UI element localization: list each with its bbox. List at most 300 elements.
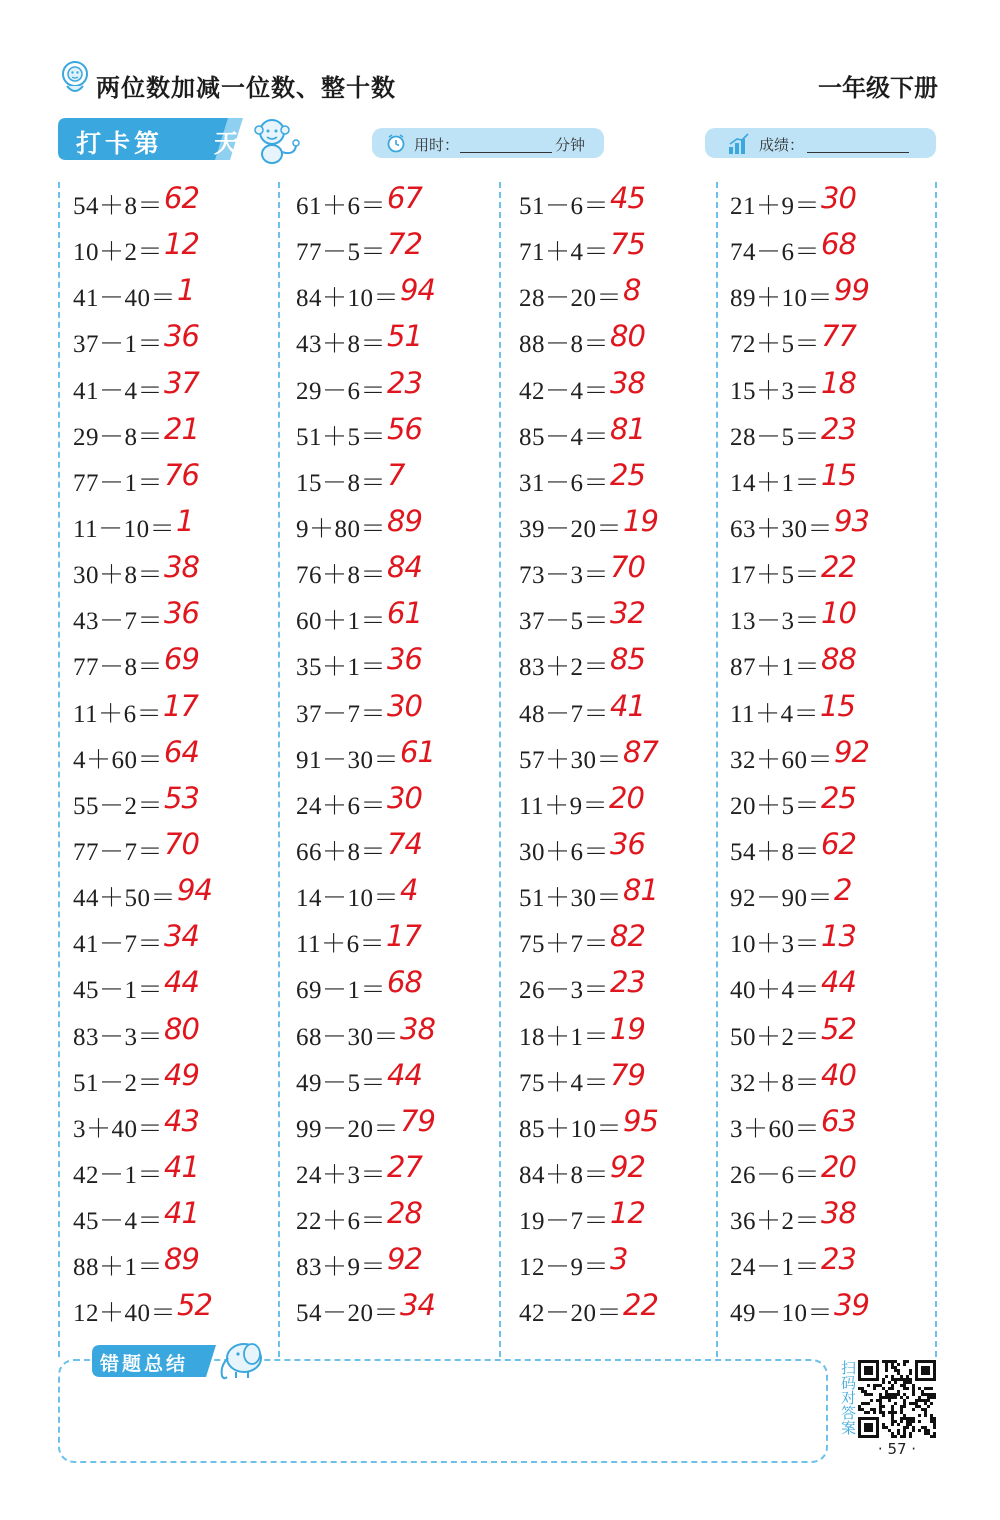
handwritten-answer[interactable]: 2 xyxy=(834,873,852,908)
handwritten-answer[interactable]: 92 xyxy=(834,734,869,769)
score-field xyxy=(705,128,936,158)
problem-question: 72＋5＝ xyxy=(730,331,821,359)
problem-row xyxy=(296,178,508,224)
problem-row xyxy=(519,1009,731,1055)
handwritten-answer[interactable]: 62 xyxy=(821,826,856,861)
problem-row xyxy=(519,916,731,962)
problem-row xyxy=(519,870,731,916)
problem-row xyxy=(519,1193,731,1239)
problem-question: 24＋3＝ xyxy=(296,1161,387,1189)
page-header xyxy=(60,60,938,108)
handwritten-answer[interactable]: 30 xyxy=(821,181,856,215)
handwritten-answer[interactable]: 17 xyxy=(386,919,421,954)
problem-question: 66＋8＝ xyxy=(296,838,387,866)
problem-question: 55－2＝ xyxy=(73,792,164,820)
problem-row xyxy=(296,1147,508,1193)
handwritten-answer[interactable]: 80 xyxy=(610,319,645,354)
handwritten-answer[interactable]: 38 xyxy=(610,365,645,400)
handwritten-answer[interactable]: 37 xyxy=(164,365,199,400)
handwritten-answer[interactable]: 84 xyxy=(387,550,422,585)
grade-label: 一年级下册 xyxy=(818,74,938,102)
handwritten-answer[interactable]: 22 xyxy=(623,1288,658,1323)
problem-row xyxy=(519,1101,731,1147)
problem-row xyxy=(73,732,285,778)
handwritten-answer[interactable]: 61 xyxy=(387,596,422,631)
problem-row xyxy=(73,1193,285,1239)
problem-question: 83＋2＝ xyxy=(519,654,610,682)
handwritten-answer[interactable]: 25 xyxy=(610,457,645,492)
lion-icon xyxy=(60,60,90,96)
problem-question: 44＋50＝ xyxy=(73,885,177,913)
handwritten-answer[interactable]: 82 xyxy=(610,919,645,954)
handwritten-answer[interactable]: 89 xyxy=(164,1242,199,1277)
problem-row xyxy=(73,178,285,224)
problem-question: 11＋6＝ xyxy=(73,700,163,728)
problem-row xyxy=(519,409,731,455)
problem-question: 54－20＝ xyxy=(296,1300,400,1328)
problem-question: 75＋4＝ xyxy=(519,1069,610,1097)
problem-question: 12－9＝ xyxy=(519,1254,610,1282)
problem-row xyxy=(519,224,731,270)
problem-row xyxy=(296,363,508,409)
handwritten-answer[interactable]: 12 xyxy=(610,1196,645,1231)
problem-question: 32＋60＝ xyxy=(730,746,834,774)
handwritten-answer[interactable]: 81 xyxy=(623,873,658,908)
problem-question: 11＋4＝ xyxy=(730,700,820,728)
handwritten-answer[interactable]: 22 xyxy=(821,550,856,585)
handwritten-answer[interactable]: 85 xyxy=(610,642,645,677)
problem-question: 29－6＝ xyxy=(296,377,387,405)
handwritten-answer[interactable]: 38 xyxy=(821,1196,856,1231)
handwritten-answer[interactable]: 13 xyxy=(821,919,856,954)
problem-question: 87＋1＝ xyxy=(730,654,821,682)
handwritten-answer[interactable]: 36 xyxy=(610,826,645,861)
handwritten-answer[interactable]: 41 xyxy=(164,1196,199,1231)
problem-question: 48－7＝ xyxy=(519,700,610,728)
problem-question: 10＋2＝ xyxy=(73,239,164,267)
problem-question: 51＋5＝ xyxy=(296,423,387,451)
problem-question: 50＋2＝ xyxy=(730,1023,821,1051)
handwritten-answer[interactable]: 93 xyxy=(834,503,869,538)
problem-row xyxy=(296,686,508,732)
summary-label: 错题总结 xyxy=(100,1353,189,1375)
handwritten-answer[interactable]: 63 xyxy=(821,1103,856,1138)
problem-question: 91－30＝ xyxy=(296,746,400,774)
handwritten-answer[interactable]: 20 xyxy=(609,780,644,815)
handwritten-answer[interactable]: 20 xyxy=(821,1149,856,1184)
problem-question: 75＋7＝ xyxy=(519,931,610,959)
handwritten-answer[interactable]: 89 xyxy=(387,503,422,538)
problem-row xyxy=(296,1101,508,1147)
problem-row xyxy=(73,778,285,824)
handwritten-answer[interactable]: 72 xyxy=(387,227,422,262)
problem-row xyxy=(730,1239,942,1285)
time-unit: 分钟 xyxy=(555,136,586,154)
problem-question: 41－4＝ xyxy=(73,377,164,405)
handwritten-answer[interactable]: 49 xyxy=(164,1057,199,1092)
problem-row xyxy=(519,501,731,547)
problem-question: 49－10＝ xyxy=(730,1300,834,1328)
handwritten-answer[interactable]: 80 xyxy=(164,1011,199,1046)
problem-question: 84＋10＝ xyxy=(296,285,400,313)
problem-row xyxy=(296,1239,508,1285)
handwritten-answer[interactable]: 76 xyxy=(164,457,199,492)
handwritten-answer[interactable]: 79 xyxy=(610,1057,645,1092)
problem-question: 37－7＝ xyxy=(296,700,387,728)
handwritten-answer[interactable]: 44 xyxy=(164,965,199,1000)
problem-question: 51－2＝ xyxy=(73,1069,164,1097)
handwritten-answer[interactable]: 15 xyxy=(820,688,855,723)
problem-row xyxy=(296,270,508,316)
problem-row xyxy=(73,224,285,270)
problem-row xyxy=(519,1147,731,1193)
problem-row xyxy=(73,409,285,455)
handwritten-answer[interactable]: 36 xyxy=(164,596,199,631)
problem-question: 85＋10＝ xyxy=(519,1115,623,1143)
handwritten-answer[interactable]: 70 xyxy=(610,550,645,585)
handwritten-answer[interactable]: 34 xyxy=(164,919,199,954)
handwritten-answer[interactable]: 77 xyxy=(821,319,856,354)
handwritten-answer[interactable]: 87 xyxy=(623,734,658,769)
problem-question: 76＋8＝ xyxy=(296,562,387,590)
problem-row xyxy=(296,547,508,593)
handwritten-answer[interactable]: 52 xyxy=(177,1288,212,1323)
problem-question: 41－40＝ xyxy=(73,285,177,313)
handwritten-answer[interactable]: 30 xyxy=(387,688,422,723)
problem-question: 60＋1＝ xyxy=(296,608,387,636)
problem-row xyxy=(296,1009,508,1055)
problem-question: 11＋6＝ xyxy=(296,931,386,959)
monkey-icon xyxy=(248,112,304,168)
problem-row xyxy=(519,316,731,362)
problem-question: 42－20＝ xyxy=(519,1300,623,1328)
problem-question: 51－6＝ xyxy=(519,193,610,220)
handwritten-answer[interactable]: 39 xyxy=(834,1288,869,1323)
problem-question: 68－30＝ xyxy=(296,1023,400,1051)
checkin-banner xyxy=(58,118,243,160)
handwritten-answer[interactable]: 79 xyxy=(400,1103,435,1138)
page-title: 两位数加减一位数、整十数 xyxy=(96,74,396,102)
time-label: 用时： xyxy=(414,136,460,154)
problem-question: 61＋6＝ xyxy=(296,193,387,220)
problem-row xyxy=(73,870,285,916)
problem-question: 15－8＝ xyxy=(296,469,387,497)
handwritten-answer[interactable]: 51 xyxy=(387,319,422,354)
problem-row xyxy=(519,639,731,685)
problem-question: 26－6＝ xyxy=(730,1161,821,1189)
problem-question: 99－20＝ xyxy=(296,1115,400,1143)
problem-row xyxy=(519,778,731,824)
problem-question: 42－4＝ xyxy=(519,377,610,405)
problem-question: 30＋6＝ xyxy=(519,838,610,866)
handwritten-answer[interactable]: 43 xyxy=(164,1103,199,1138)
handwritten-answer[interactable]: 4 xyxy=(400,873,418,908)
problem-row xyxy=(296,732,508,778)
problem-row xyxy=(519,593,731,639)
handwritten-answer[interactable]: 94 xyxy=(400,273,435,308)
problem-question: 77－8＝ xyxy=(73,654,164,682)
problem-column-2 xyxy=(296,178,508,1332)
problem-row xyxy=(296,1285,508,1331)
handwritten-answer[interactable]: 36 xyxy=(164,319,199,354)
problem-row xyxy=(730,1147,942,1193)
handwritten-answer[interactable]: 30 xyxy=(387,780,422,815)
handwritten-answer[interactable]: 61 xyxy=(400,734,435,769)
problem-row xyxy=(73,316,285,362)
problem-row xyxy=(296,870,508,916)
qr-code-icon[interactable] xyxy=(858,1360,936,1438)
problem-question: 88－8＝ xyxy=(519,331,610,359)
problem-question: 43－7＝ xyxy=(73,608,164,636)
problem-row xyxy=(519,547,731,593)
problem-question: 31－6＝ xyxy=(519,469,610,497)
handwritten-answer[interactable]: 92 xyxy=(387,1242,422,1277)
problem-question: 37－5＝ xyxy=(519,608,610,636)
problem-row xyxy=(730,962,942,1008)
problem-question: 69－1＝ xyxy=(296,977,387,1005)
problem-question: 39－20＝ xyxy=(519,515,623,543)
problem-row xyxy=(73,1009,285,1055)
problem-question: 13－3＝ xyxy=(730,608,821,636)
handwritten-answer[interactable]: 28 xyxy=(387,1196,422,1231)
handwritten-answer[interactable]: 94 xyxy=(177,873,212,908)
problem-question: 11－10＝ xyxy=(73,515,176,543)
problem-row xyxy=(730,178,942,224)
problem-row xyxy=(73,639,285,685)
problem-row xyxy=(730,316,942,362)
problem-question: 14＋1＝ xyxy=(730,469,821,497)
problem-row xyxy=(73,1239,285,1285)
problem-row xyxy=(730,1055,942,1101)
problem-row xyxy=(519,686,731,732)
handwritten-answer[interactable]: 81 xyxy=(610,411,645,446)
problem-row xyxy=(519,1285,731,1331)
handwritten-answer[interactable]: 23 xyxy=(387,365,422,400)
handwritten-answer[interactable]: 45 xyxy=(610,181,645,215)
problem-column-1 xyxy=(73,178,285,1332)
handwritten-answer[interactable]: 99 xyxy=(834,273,869,308)
handwritten-answer[interactable]: 53 xyxy=(164,780,199,815)
problem-row xyxy=(519,732,731,778)
problem-question: 83＋9＝ xyxy=(296,1254,387,1282)
clock-icon xyxy=(386,133,406,153)
handwritten-answer[interactable]: 19 xyxy=(623,503,658,538)
problem-row xyxy=(73,916,285,962)
time-blank[interactable] xyxy=(460,152,552,153)
problem-row xyxy=(730,224,942,270)
problem-row xyxy=(73,547,285,593)
problem-row xyxy=(730,916,942,962)
problem-row xyxy=(519,363,731,409)
handwritten-answer[interactable]: 19 xyxy=(610,1011,645,1046)
problem-question: 24－1＝ xyxy=(730,1254,821,1282)
handwritten-answer[interactable]: 38 xyxy=(400,1011,435,1046)
problem-question: 92－90＝ xyxy=(730,885,834,913)
handwritten-answer[interactable]: 67 xyxy=(387,181,422,215)
problem-row xyxy=(730,547,942,593)
problem-question: 21＋9＝ xyxy=(730,193,821,220)
problem-question: 3＋40＝ xyxy=(73,1115,164,1143)
problem-row xyxy=(730,409,942,455)
handwritten-answer[interactable]: 95 xyxy=(623,1103,658,1138)
problem-row xyxy=(296,224,508,270)
problem-row xyxy=(519,178,731,224)
handwritten-answer[interactable]: 23 xyxy=(821,1242,856,1277)
problem-row xyxy=(73,1147,285,1193)
problem-row xyxy=(296,916,508,962)
problem-question: 42－1＝ xyxy=(73,1161,164,1189)
problem-row xyxy=(730,778,942,824)
handwritten-answer[interactable]: 92 xyxy=(610,1149,645,1184)
handwritten-answer[interactable]: 52 xyxy=(821,1011,856,1046)
problem-row xyxy=(730,501,942,547)
problem-row xyxy=(296,962,508,1008)
problem-question: 14－10＝ xyxy=(296,885,400,913)
problem-row xyxy=(73,501,285,547)
problem-question: 45－1＝ xyxy=(73,977,164,1005)
problem-row xyxy=(730,1285,942,1331)
handwritten-answer[interactable]: 75 xyxy=(610,227,645,262)
handwritten-answer[interactable]: 12 xyxy=(164,227,199,262)
scan-qr-label: 扫码对答案 xyxy=(839,1360,857,1435)
problem-question: 24＋6＝ xyxy=(296,792,387,820)
problem-row xyxy=(730,455,942,501)
problem-row xyxy=(296,593,508,639)
problem-row xyxy=(519,1239,731,1285)
problem-question: 85－4＝ xyxy=(519,423,610,451)
problem-row xyxy=(73,1055,285,1101)
problem-question: 35＋1＝ xyxy=(296,654,387,682)
problem-question: 32＋8＝ xyxy=(730,1069,821,1097)
problem-row xyxy=(519,824,731,870)
problem-question: 41－7＝ xyxy=(73,931,164,959)
problem-row xyxy=(296,824,508,870)
problem-question: 3＋60＝ xyxy=(730,1115,821,1143)
problem-row xyxy=(519,1055,731,1101)
problem-question: 43＋8＝ xyxy=(296,331,387,359)
problem-question: 4＋60＝ xyxy=(73,746,164,774)
problem-row xyxy=(73,593,285,639)
problem-question: 30＋8＝ xyxy=(73,562,164,590)
problem-row xyxy=(730,1193,942,1239)
problem-question: 18＋1＝ xyxy=(519,1023,610,1051)
problem-question: 73－3＝ xyxy=(519,562,610,590)
handwritten-answer[interactable]: 56 xyxy=(387,411,422,446)
handwritten-answer[interactable]: 18 xyxy=(821,365,856,400)
problem-row xyxy=(730,732,942,778)
handwritten-answer[interactable]: 21 xyxy=(164,411,199,446)
problem-row xyxy=(519,270,731,316)
problem-row xyxy=(730,824,942,870)
problem-question: 12＋40＝ xyxy=(73,1300,177,1328)
handwritten-answer[interactable]: 3 xyxy=(610,1242,628,1277)
problem-row xyxy=(73,270,285,316)
problem-row xyxy=(730,1009,942,1055)
problem-row xyxy=(730,593,942,639)
handwritten-answer[interactable]: 34 xyxy=(400,1288,435,1323)
problem-question: 51＋30＝ xyxy=(519,885,623,913)
problem-question: 88＋1＝ xyxy=(73,1254,164,1282)
handwritten-answer[interactable]: 38 xyxy=(164,550,199,585)
score-blank[interactable] xyxy=(807,152,909,153)
handwritten-answer[interactable]: 68 xyxy=(821,227,856,262)
handwritten-answer[interactable]: 1 xyxy=(176,503,194,538)
problem-question: 15＋3＝ xyxy=(730,377,821,405)
problem-question: 26－3＝ xyxy=(519,977,610,1005)
problem-question: 77－1＝ xyxy=(73,469,164,497)
handwritten-answer[interactable]: 10 xyxy=(821,596,856,631)
handwritten-answer[interactable]: 32 xyxy=(610,596,645,631)
handwritten-answer[interactable]: 23 xyxy=(610,965,645,1000)
problem-row xyxy=(296,1055,508,1101)
problem-row xyxy=(730,639,942,685)
problem-question: 49－5＝ xyxy=(296,1069,387,1097)
handwritten-answer[interactable]: 41 xyxy=(164,1149,199,1184)
handwritten-answer[interactable]: 25 xyxy=(821,780,856,815)
problem-question: 71＋4＝ xyxy=(519,239,610,267)
problem-row xyxy=(296,778,508,824)
problem-row xyxy=(296,501,508,547)
problem-question: 37－1＝ xyxy=(73,331,164,359)
problem-row xyxy=(73,1101,285,1147)
problem-question: 74－6＝ xyxy=(730,239,821,267)
problem-question: 19－7＝ xyxy=(519,1208,610,1236)
problem-row xyxy=(519,455,731,501)
problem-question: 29－8＝ xyxy=(73,423,164,451)
handwritten-answer[interactable]: 15 xyxy=(821,457,856,492)
handwritten-answer[interactable]: 74 xyxy=(387,826,422,861)
handwritten-answer[interactable]: 70 xyxy=(164,826,199,861)
handwritten-answer[interactable]: 62 xyxy=(164,181,199,215)
problem-row xyxy=(73,1285,285,1331)
handwritten-answer[interactable]: 27 xyxy=(387,1149,422,1184)
problem-row xyxy=(730,870,942,916)
problem-question: 11＋9＝ xyxy=(519,792,609,820)
problem-question: 45－4＝ xyxy=(73,1208,164,1236)
handwritten-answer[interactable]: 44 xyxy=(387,1057,422,1092)
score-label: 成绩： xyxy=(759,136,805,154)
handwritten-answer[interactable]: 8 xyxy=(623,273,641,308)
handwritten-answer[interactable]: 17 xyxy=(163,688,198,723)
handwritten-answer[interactable]: 44 xyxy=(821,965,856,1000)
handwritten-answer[interactable]: 1 xyxy=(177,273,195,308)
problem-question: 17＋5＝ xyxy=(730,562,821,590)
handwritten-answer[interactable]: 7 xyxy=(387,457,405,492)
problem-question: 57＋30＝ xyxy=(519,746,623,774)
problem-row xyxy=(73,455,285,501)
handwritten-answer[interactable]: 36 xyxy=(387,642,422,677)
checkin-label: 打卡第 天 xyxy=(76,129,243,158)
problem-row xyxy=(296,639,508,685)
handwritten-answer[interactable]: 64 xyxy=(164,734,199,769)
handwritten-answer[interactable]: 68 xyxy=(387,965,422,1000)
handwritten-answer[interactable]: 23 xyxy=(821,411,856,446)
handwritten-answer[interactable]: 40 xyxy=(821,1057,856,1092)
problem-question: 20＋5＝ xyxy=(730,792,821,820)
problem-question: 54＋8＝ xyxy=(730,838,821,866)
problem-row xyxy=(296,409,508,455)
problem-question: 83－3＝ xyxy=(73,1023,164,1051)
handwritten-answer[interactable]: 41 xyxy=(610,688,645,723)
problem-question: 89＋10＝ xyxy=(730,285,834,313)
handwritten-answer[interactable]: 69 xyxy=(164,642,199,677)
handwritten-answer[interactable]: 88 xyxy=(821,642,856,677)
problem-row xyxy=(730,1101,942,1147)
problem-row xyxy=(296,455,508,501)
problem-row xyxy=(73,824,285,870)
problem-row xyxy=(730,270,942,316)
problem-row xyxy=(73,686,285,732)
